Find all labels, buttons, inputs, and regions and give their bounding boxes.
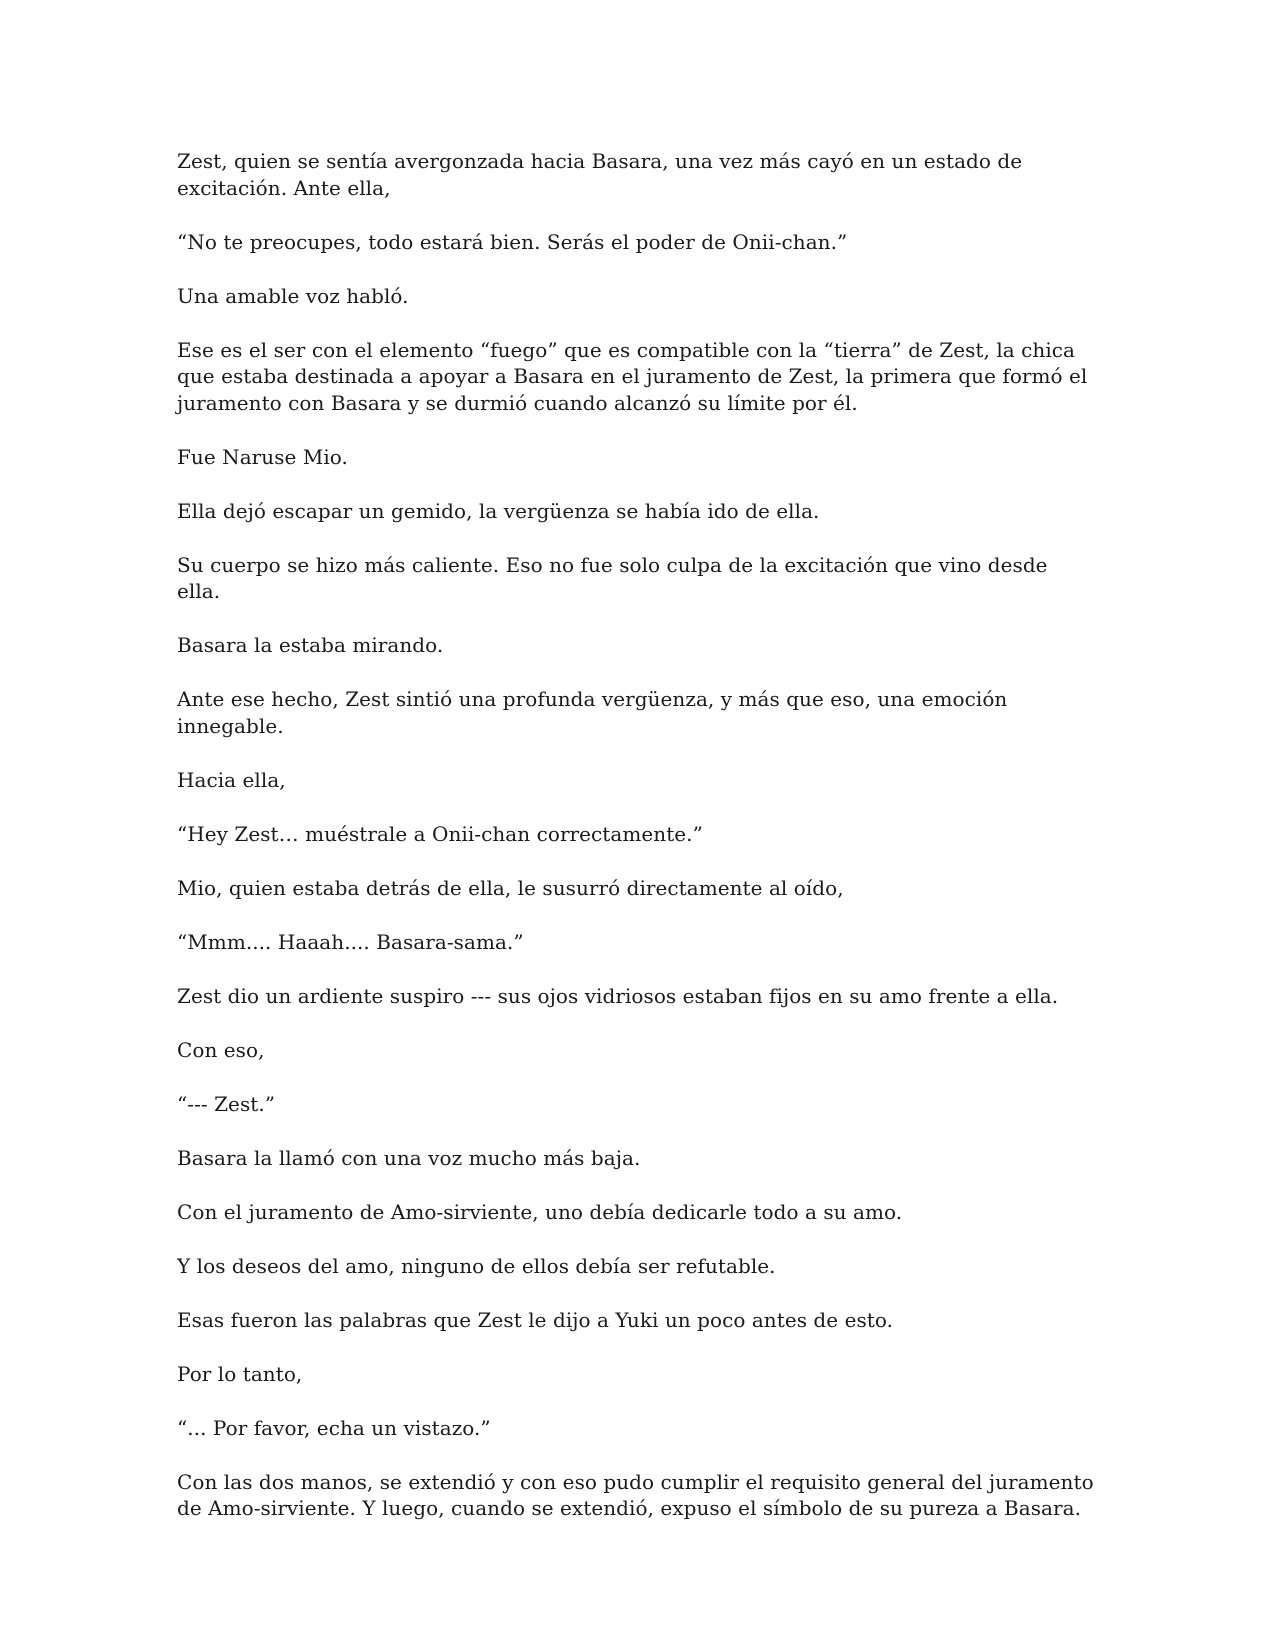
paragraph: “Hey Zest… muéstrale a Onii-chan correctamente.”	[177, 821, 703, 846]
paragraph: “--- Zest.”	[177, 1091, 276, 1116]
paragraph: Con las dos manos, se extendió y con eso pudo cumplir el requisito general del juramento de Amo-sirviente. Y luego, cuando se extendió, expuso el símbolo de su pureza a Basara.	[177, 1469, 1094, 1520]
paragraph: Hacia ella,	[177, 767, 286, 792]
paragraph: Su cuerpo se hizo más caliente. Eso no fue solo culpa de la excitación que vino desde ella.	[177, 552, 1048, 603]
paragraph: Una amable voz habló.	[177, 283, 409, 308]
paragraph: Ante ese hecho, Zest sintió una profunda vergüenza, y más que eso, una emoción innegable.	[177, 687, 1008, 738]
paragraph: Basara la llamó con una voz mucho más baja.	[177, 1145, 641, 1170]
paragraph: “No te preocupes, todo estará bien. Serás el poder de Onii-chan.”	[177, 229, 848, 254]
paragraph: Zest, quien se sentía avergonzada hacia Basara, una vez más cayó en un estado de excitación. Ante ella,	[177, 149, 1023, 200]
paragraph: Con el juramento de Amo-sirviente, uno debía dedicarle todo a su amo.	[177, 1199, 903, 1224]
paragraph: Esas fueron las palabras que Zest le dijo a Yuki un poco antes de esto.	[177, 1307, 894, 1332]
paragraph: “Mmm.... Haaah.... Basara-sama.”	[177, 929, 524, 954]
paragraph: Ese es el ser con el elemento “fuego” que es compatible con la “tierra” de Zest, la chica que estaba destinada a apoyar a Basara en el juramento de Zest, la primera que formó el juramento con Basara y se durmió cuando alcanzó su límite por él.	[177, 337, 1088, 415]
paragraph: Por lo tanto,	[177, 1361, 303, 1386]
paragraph: Zest dio un ardiente suspiro --- sus ojos vidriosos estaban fijos en su amo frente a ella.	[177, 983, 1059, 1008]
paragraph: “... Por favor, echa un vistazo.”	[177, 1415, 491, 1440]
paragraph: Con eso,	[177, 1037, 265, 1062]
paragraph: Y los deseos del amo, ninguno de ellos debía ser refutable.	[177, 1253, 776, 1278]
paragraph: Ella dejó escapar un gemido, la vergüenza se había ido de ella.	[177, 498, 820, 523]
paragraph: Fue Naruse Mio.	[177, 444, 348, 469]
paragraph: Basara la estaba mirando.	[177, 633, 444, 657]
document-body	[177, 148, 1097, 1522]
paragraph: Mio, quien estaba detrás de ella, le susurró directamente al oído,	[177, 875, 844, 900]
